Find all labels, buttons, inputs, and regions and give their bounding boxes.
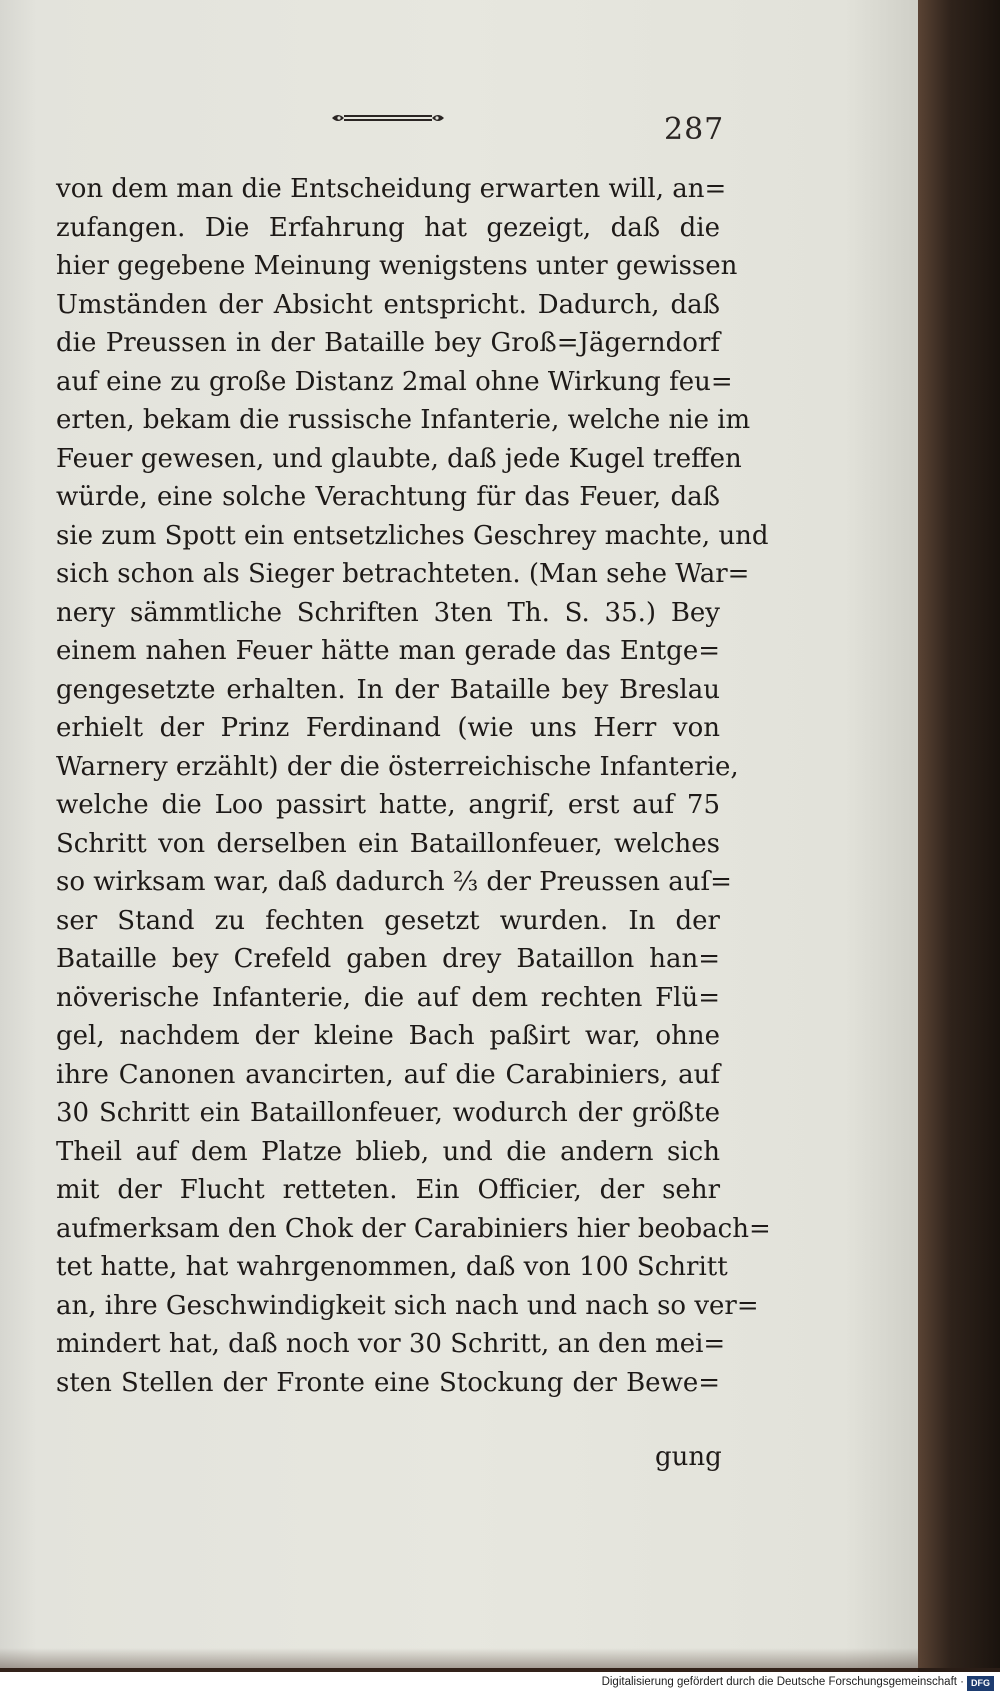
text-line: mit der Flucht retteten. Ein Officier, der sehr (56, 1175, 720, 1205)
text-line: mindert hat, daß noch vor 30 Schritt, an den mei= (56, 1329, 726, 1359)
text-line: növerische Infanterie, die auf dem rechten Flü= (56, 982, 720, 1013)
text-line: erten, bekam die russische Infanterie, welche nie im (56, 405, 751, 435)
text-line: Umständen der Absicht entspricht. Dadurch, daß (56, 289, 720, 320)
text-line: die Preussen in der Bataille bey Groß=Jägerndorf (56, 328, 720, 358)
text-line: hier gegebene Meinung wenigstens unter gewissen (56, 251, 738, 281)
dfg-logo-icon: DFG (967, 1676, 994, 1691)
text-line: von dem man die Entscheidung erwarten will, an= (56, 174, 727, 204)
text-line: Schritt von derselben ein Bataillonfeuer, welches (56, 828, 720, 859)
text-line: ihre Canonen avancirten, auf die Carabiniers, auf (56, 1059, 720, 1090)
book-binding-edge (918, 0, 1000, 1668)
text-line: auf eine zu große Distanz 2mal ohne Wirkung feu= (56, 366, 733, 397)
text-line: aufmerksam den Chok der Carabiniers hier beobach= (56, 1213, 771, 1244)
header-ornament-icon (330, 111, 446, 125)
text-line: Warnery erzählt) der die österreichische Infanterie, (56, 751, 739, 782)
text-line: Bataille bey Crefeld gaben drey Bataillon han= (56, 944, 720, 974)
text-line: einem nahen Feuer hätte man gerade das Entge= (56, 636, 720, 666)
text-line: gel, nachdem der kleine Bach paßirt war, ohne (56, 1021, 720, 1051)
text-line: so wirksam war, daß dadurch ⅔ der Preussen auſ= (56, 867, 732, 897)
text-line: tet hatte, hat wahrgenommen, daß von 100 Schritt (56, 1252, 728, 1282)
text-line: gengesetzte erhalten. In der Bataille bey Breslau (56, 674, 720, 705)
text-line: sich schon als Sieger betrachteten. (Man sehe War= (56, 559, 750, 589)
text-line: würde, eine solche Verachtung für das Feuer, daß (56, 482, 720, 512)
text-line: erhielt der Prinz Ferdinand (wie uns Herr von (56, 713, 720, 743)
text-line: 30 Schritt ein Bataillonfeuer, wodurch der größte (56, 1098, 720, 1128)
text-line: sie zum Spott ein entsetzliches Geschrey machte, und (56, 520, 769, 551)
text-line: zufangen. Die Erfahrung hat gezeigt, daß die (56, 212, 720, 243)
text-line: sten Stellen der Fronte eine Stockung der Bewe= (56, 1367, 720, 1398)
text-line: Theil auf dem Platze blieb, und die andern sich (56, 1136, 720, 1167)
digitization-footer (0, 1672, 1000, 1696)
catchword: gung (655, 1442, 722, 1472)
text-line: nery sämmtliche Schriften 3ten Th. S. 35.) Bey (56, 597, 720, 628)
footer-credit: Digitalisierung gefördert durch die Deutsche Forschungsgemeinschaft · (601, 1676, 964, 1688)
text-line: welche die Loo passirt hatte, angrif, erst auf 75 (56, 790, 720, 820)
body-text (56, 170, 771, 1402)
page-number: 287 (664, 112, 725, 147)
page-bottom-shadow (0, 1648, 918, 1672)
text-line: an, ihre Geschwindigkeit sich nach und nach so ver= (56, 1290, 759, 1321)
text-line: ser Stand zu fechten gesetzt wurden. In der (56, 905, 720, 936)
text-line: Feuer gewesen, und glaubte, daß jede Kugel treffen (56, 443, 742, 474)
